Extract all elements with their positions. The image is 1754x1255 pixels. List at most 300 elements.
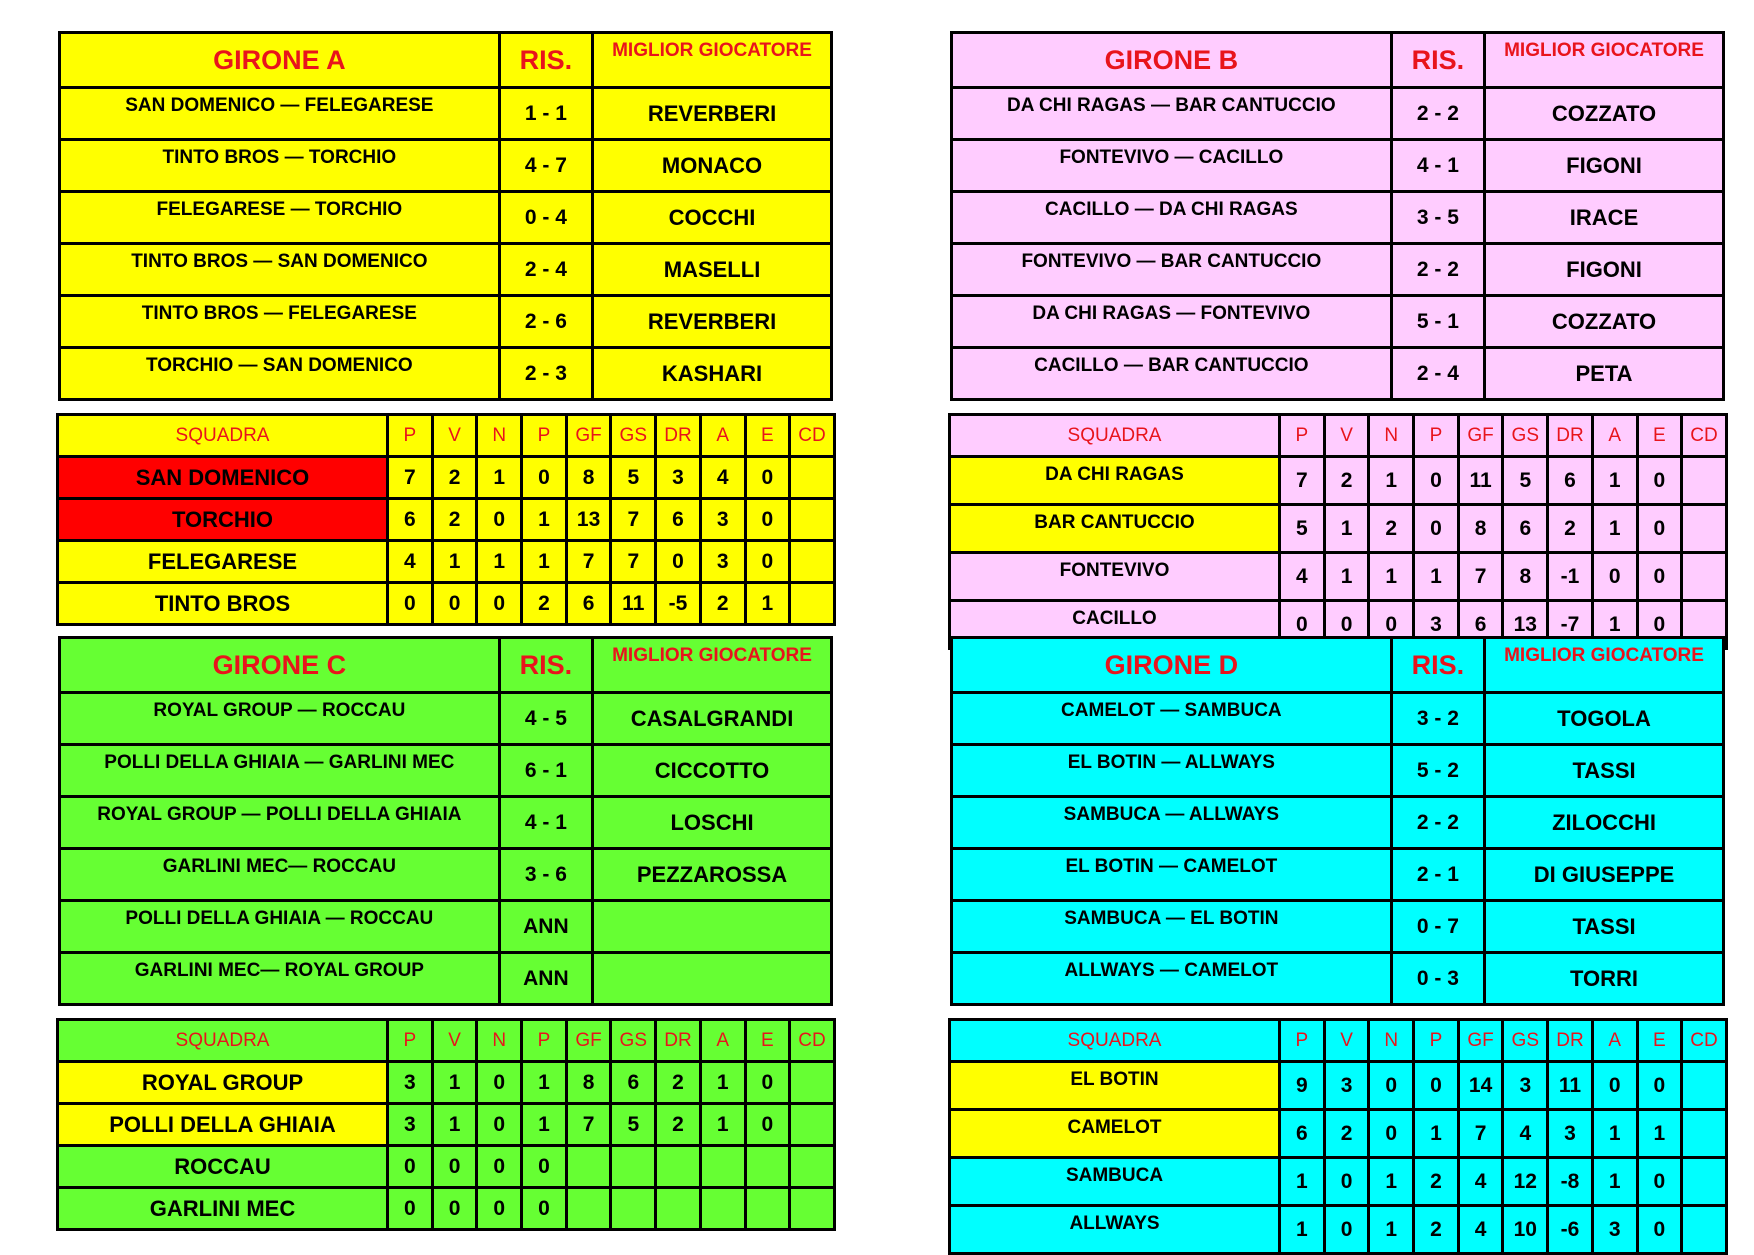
standings-header: CD (790, 1020, 835, 1062)
stat-cell: 0 (745, 1104, 790, 1146)
stat-cell: 1 (1592, 601, 1637, 649)
standings-header: CD (1682, 415, 1727, 457)
match-best-player: MASELLI (593, 244, 832, 296)
standings-header: P (1280, 1020, 1325, 1062)
standings-header: GS (1503, 415, 1548, 457)
standings-header: GS (611, 415, 656, 457)
team-name: FELEGARESE (58, 541, 388, 583)
stat-cell (1682, 1206, 1727, 1254)
match-row (60, 745, 832, 797)
stat-cell: 0 (522, 1146, 567, 1188)
results-header-best-player: MIGLIOR GIOCATORE (593, 638, 832, 693)
match-teams: CAMELOT — SAMBUCA (952, 693, 1392, 745)
team-name: CAMELOT (950, 1110, 1280, 1158)
stat-cell: 13 (1503, 601, 1548, 649)
stat-cell: 5 (611, 1104, 656, 1146)
match-best-player: PEZZAROSSA (593, 849, 832, 901)
stat-cell (745, 1146, 790, 1188)
stat-cell: 2 (1414, 1158, 1459, 1206)
standings-header: P (522, 415, 567, 457)
stat-cell: 0 (477, 1188, 522, 1230)
standings-row (950, 1062, 1727, 1110)
standings-header: N (1369, 415, 1414, 457)
stat-cell: 1 (1592, 1158, 1637, 1206)
team-name: TINTO BROS (58, 583, 388, 625)
stat-cell: 0 (1369, 1110, 1414, 1158)
results-header-score: RIS. (1391, 638, 1484, 693)
stat-cell: 1 (432, 1062, 477, 1104)
match-score: 2 - 3 (499, 348, 592, 400)
stat-cell (790, 1104, 835, 1146)
stat-cell: 0 (1324, 1206, 1369, 1254)
match-row (952, 296, 1724, 348)
match-score: ANN (499, 901, 592, 953)
stat-cell: 0 (388, 583, 433, 625)
stat-cell: 1 (1280, 1158, 1325, 1206)
stat-cell: 0 (1592, 553, 1637, 601)
team-name: EL BOTIN (950, 1062, 1280, 1110)
stat-cell: 0 (1637, 1206, 1682, 1254)
standings-header: P (1414, 415, 1459, 457)
standings-header: A (1592, 1020, 1637, 1062)
match-row (60, 693, 832, 745)
results-header-score: RIS. (499, 33, 592, 88)
stat-cell: 1 (522, 1104, 567, 1146)
match-best-player: ZILOCCHI (1485, 797, 1724, 849)
stat-cell: 2 (1414, 1206, 1459, 1254)
stat-cell: 5 (1280, 505, 1325, 553)
match-score: 1 - 1 (499, 88, 592, 140)
stat-cell (656, 1188, 701, 1230)
standings-header: GF (1458, 415, 1503, 457)
match-teams: SAMBUCA — EL BOTIN (952, 901, 1392, 953)
standings-row (58, 457, 835, 499)
standings-row (58, 1188, 835, 1230)
group-a (58, 31, 836, 626)
stat-cell (790, 1062, 835, 1104)
match-score: 2 - 2 (1391, 244, 1484, 296)
stat-cell: 0 (388, 1188, 433, 1230)
match-teams: DA CHI RAGAS — FONTEVIVO (952, 296, 1392, 348)
stat-cell: 4 (1458, 1158, 1503, 1206)
match-teams: CACILLO — BAR CANTUCCIO (952, 348, 1392, 400)
stat-cell: 0 (388, 1146, 433, 1188)
standings-header: E (1637, 1020, 1682, 1062)
standings-table (56, 413, 836, 626)
stat-cell: 0 (656, 541, 701, 583)
stat-cell (566, 1146, 611, 1188)
team-name: ROCCAU (58, 1146, 388, 1188)
standings-header: V (432, 1020, 477, 1062)
stat-cell: 1 (1592, 1110, 1637, 1158)
stat-cell: 0 (432, 1188, 477, 1230)
standings-header: GF (566, 1020, 611, 1062)
standings-row (950, 1206, 1727, 1254)
stat-cell (790, 499, 835, 541)
stat-cell: 1 (1369, 1158, 1414, 1206)
stat-cell: 3 (656, 457, 701, 499)
match-teams: GARLINI MEC— ROCCAU (60, 849, 500, 901)
stat-cell: 1 (1369, 553, 1414, 601)
group-title: GIRONE D (952, 638, 1392, 693)
match-best-player: IRACE (1485, 192, 1724, 244)
results-table (58, 31, 833, 401)
match-row (952, 953, 1724, 1005)
team-name: GARLINI MEC (58, 1188, 388, 1230)
standings-row (58, 1104, 835, 1146)
standings-row (950, 1158, 1727, 1206)
match-score: 2 - 2 (1391, 797, 1484, 849)
match-teams: TINTO BROS — TORCHIO (60, 140, 500, 192)
match-row (60, 88, 832, 140)
stat-cell: 11 (1458, 457, 1503, 505)
results-header-score: RIS. (1391, 33, 1484, 88)
stat-cell: 6 (1503, 505, 1548, 553)
standings-header: N (1369, 1020, 1414, 1062)
standings-header: E (745, 1020, 790, 1062)
stat-cell (1682, 553, 1727, 601)
stat-cell: 0 (1637, 457, 1682, 505)
standings-header: CD (790, 415, 835, 457)
results-table (58, 636, 833, 1006)
stat-cell: 7 (611, 541, 656, 583)
stat-cell: 2 (1369, 505, 1414, 553)
stat-cell: -8 (1548, 1158, 1593, 1206)
match-score: 3 - 6 (499, 849, 592, 901)
stat-cell (1682, 1110, 1727, 1158)
standings-header: P (388, 1020, 433, 1062)
match-teams: GARLINI MEC— ROYAL GROUP (60, 953, 500, 1005)
stat-cell: 9 (1280, 1062, 1325, 1110)
team-name: CACILLO (950, 601, 1280, 649)
match-teams: EL BOTIN — CAMELOT (952, 849, 1392, 901)
match-score: 2 - 4 (499, 244, 592, 296)
match-row (952, 693, 1724, 745)
stat-cell: 0 (1369, 601, 1414, 649)
match-row (952, 901, 1724, 953)
match-row (952, 849, 1724, 901)
stat-cell: 2 (432, 499, 477, 541)
stat-cell: 1 (477, 541, 522, 583)
standings-header: DR (656, 415, 701, 457)
standings-row (58, 541, 835, 583)
match-best-player: TASSI (1485, 745, 1724, 797)
stat-cell (656, 1146, 701, 1188)
group-title: GIRONE C (60, 638, 500, 693)
match-score: 4 - 1 (499, 797, 592, 849)
stat-cell: 1 (432, 1104, 477, 1146)
match-row (60, 192, 832, 244)
standings-header: GS (1503, 1020, 1548, 1062)
match-score: 2 - 2 (1391, 88, 1484, 140)
team-name: SAN DOMENICO (58, 457, 388, 499)
stat-cell: 2 (1324, 457, 1369, 505)
match-row (60, 953, 832, 1005)
stat-cell: 3 (1414, 601, 1459, 649)
stat-cell: 1 (1414, 553, 1459, 601)
stat-cell: 1 (700, 1062, 745, 1104)
match-best-player: CASALGRANDI (593, 693, 832, 745)
stat-cell: 0 (477, 499, 522, 541)
standings-header: GF (1458, 1020, 1503, 1062)
standings-header: DR (1548, 415, 1593, 457)
stat-cell: 4 (1503, 1110, 1548, 1158)
stat-cell: 7 (1458, 1110, 1503, 1158)
stat-cell: 8 (566, 1062, 611, 1104)
match-teams: FONTEVIVO — CACILLO (952, 140, 1392, 192)
stat-cell: 3 (1592, 1206, 1637, 1254)
stat-cell: 5 (611, 457, 656, 499)
stat-cell: 6 (1458, 601, 1503, 649)
group-title: GIRONE B (952, 33, 1392, 88)
results-table (950, 31, 1725, 401)
stat-cell: 2 (432, 457, 477, 499)
match-row (952, 745, 1724, 797)
stat-cell (1682, 505, 1727, 553)
stat-cell: 6 (566, 583, 611, 625)
match-best-player: TASSI (1485, 901, 1724, 953)
match-score: 3 - 5 (1391, 192, 1484, 244)
stat-cell: 1 (522, 541, 567, 583)
group-d (950, 636, 1728, 1255)
standings-header: A (700, 1020, 745, 1062)
stat-cell: -6 (1548, 1206, 1593, 1254)
stat-cell: 8 (566, 457, 611, 499)
match-teams: TINTO BROS — FELEGARESE (60, 296, 500, 348)
standings-header: P (522, 1020, 567, 1062)
stat-cell: 1 (1369, 1206, 1414, 1254)
match-teams: FONTEVIVO — BAR CANTUCCIO (952, 244, 1392, 296)
standings-header: P (1280, 415, 1325, 457)
stat-cell: 0 (1637, 1158, 1682, 1206)
stat-cell: 11 (611, 583, 656, 625)
standings-header: P (1414, 1020, 1459, 1062)
stat-cell: 0 (1414, 505, 1459, 553)
stat-cell: 4 (1280, 553, 1325, 601)
match-score: 2 - 4 (1391, 348, 1484, 400)
match-best-player: TORRI (1485, 953, 1724, 1005)
stat-cell: 7 (1458, 553, 1503, 601)
stat-cell (745, 1188, 790, 1230)
stat-cell (700, 1146, 745, 1188)
stat-cell: 3 (388, 1104, 433, 1146)
standings-header: SQUADRA (58, 415, 388, 457)
stat-cell: 2 (1324, 1110, 1369, 1158)
match-best-player: COZZATO (1485, 296, 1724, 348)
match-score: 0 - 3 (1391, 953, 1484, 1005)
stat-cell: 3 (1324, 1062, 1369, 1110)
stat-cell: 0 (1592, 1062, 1637, 1110)
stat-cell: 0 (1637, 601, 1682, 649)
stat-cell: 1 (1592, 457, 1637, 505)
stat-cell: 1 (477, 457, 522, 499)
match-row (60, 901, 832, 953)
standings-header: V (1324, 415, 1369, 457)
match-teams: ALLWAYS — CAMELOT (952, 953, 1392, 1005)
match-best-player (593, 953, 832, 1005)
stat-cell (566, 1188, 611, 1230)
results-header-score: RIS. (499, 638, 592, 693)
stat-cell: 0 (745, 457, 790, 499)
standings-header: SQUADRA (58, 1020, 388, 1062)
match-score: 0 - 7 (1391, 901, 1484, 953)
match-score: 2 - 1 (1391, 849, 1484, 901)
stat-cell: 1 (1280, 1206, 1325, 1254)
match-score: 4 - 1 (1391, 140, 1484, 192)
match-score: 3 - 2 (1391, 693, 1484, 745)
standings-row (950, 457, 1727, 505)
match-score: 5 - 1 (1391, 296, 1484, 348)
match-best-player: TOGOLA (1485, 693, 1724, 745)
stat-cell: 6 (656, 499, 701, 541)
stat-cell: 2 (656, 1062, 701, 1104)
stat-cell: 0 (477, 1104, 522, 1146)
stat-cell: 3 (700, 499, 745, 541)
stat-cell: 1 (1324, 553, 1369, 601)
stat-cell (611, 1188, 656, 1230)
stat-cell: 11 (1548, 1062, 1593, 1110)
match-best-player (593, 901, 832, 953)
stat-cell: 8 (1458, 505, 1503, 553)
stat-cell: 7 (1280, 457, 1325, 505)
stat-cell: 7 (388, 457, 433, 499)
stat-cell (790, 1188, 835, 1230)
standings-row (58, 1146, 835, 1188)
stat-cell: 6 (388, 499, 433, 541)
stat-cell: 2 (700, 583, 745, 625)
team-name: BAR CANTUCCIO (950, 505, 1280, 553)
match-score: 4 - 5 (499, 693, 592, 745)
match-row (952, 88, 1724, 140)
stat-cell: 0 (1637, 505, 1682, 553)
match-best-player: FIGONI (1485, 244, 1724, 296)
match-score: ANN (499, 953, 592, 1005)
stat-cell: 0 (522, 1188, 567, 1230)
stat-cell: 0 (1369, 1062, 1414, 1110)
stat-cell (790, 583, 835, 625)
match-best-player: CICCOTTO (593, 745, 832, 797)
stat-cell: 4 (388, 541, 433, 583)
match-row (952, 192, 1724, 244)
standings-header: N (477, 1020, 522, 1062)
standings-header: A (1592, 415, 1637, 457)
standings-header: GS (611, 1020, 656, 1062)
stat-cell: 13 (566, 499, 611, 541)
standings-header: GF (566, 415, 611, 457)
standings-header: P (388, 415, 433, 457)
stat-cell: 8 (1503, 553, 1548, 601)
stat-cell: 1 (1637, 1110, 1682, 1158)
stat-cell: 0 (522, 457, 567, 499)
group-c (58, 636, 836, 1231)
standings-table (948, 1018, 1728, 1255)
match-best-player: PETA (1485, 348, 1724, 400)
match-row (952, 348, 1724, 400)
stat-cell: 0 (477, 1062, 522, 1104)
stat-cell: 1 (522, 499, 567, 541)
match-teams: CACILLO — DA CHI RAGAS (952, 192, 1392, 244)
stat-cell: 1 (522, 1062, 567, 1104)
match-best-player: COZZATO (1485, 88, 1724, 140)
stat-cell: 0 (432, 583, 477, 625)
match-best-player: MONACO (593, 140, 832, 192)
stat-cell: 4 (1458, 1206, 1503, 1254)
stat-cell: 0 (745, 541, 790, 583)
team-name: TORCHIO (58, 499, 388, 541)
match-teams: TORCHIO — SAN DOMENICO (60, 348, 500, 400)
stat-cell: 1 (1414, 1110, 1459, 1158)
team-name: ROYAL GROUP (58, 1062, 388, 1104)
standings-row (58, 583, 835, 625)
stat-cell: 0 (477, 1146, 522, 1188)
stat-cell: 2 (656, 1104, 701, 1146)
stat-cell: 2 (522, 583, 567, 625)
stat-cell: -5 (656, 583, 701, 625)
stat-cell: 0 (1280, 601, 1325, 649)
standings-table (56, 1018, 836, 1231)
stat-cell: 5 (1503, 457, 1548, 505)
match-score: 4 - 7 (499, 140, 592, 192)
stat-cell: 4 (700, 457, 745, 499)
stat-cell: 7 (566, 541, 611, 583)
stat-cell: 1 (745, 583, 790, 625)
match-row (60, 348, 832, 400)
standings-table (948, 413, 1728, 650)
results-header-best-player: MIGLIOR GIOCATORE (1485, 638, 1724, 693)
team-name: SAMBUCA (950, 1158, 1280, 1206)
standings-row (950, 553, 1727, 601)
standings-header: DR (656, 1020, 701, 1062)
stat-cell: -7 (1548, 601, 1593, 649)
match-score: 5 - 2 (1391, 745, 1484, 797)
standings-header: DR (1548, 1020, 1593, 1062)
standings-row (950, 1110, 1727, 1158)
standings-header: A (700, 415, 745, 457)
stat-cell: -1 (1548, 553, 1593, 601)
stat-cell: 0 (432, 1146, 477, 1188)
match-teams: POLLI DELLA GHIAIA — GARLINI MEC (60, 745, 500, 797)
standings-header: E (745, 415, 790, 457)
stat-cell: 1 (1592, 505, 1637, 553)
stat-cell: 10 (1503, 1206, 1548, 1254)
results-header-best-player: MIGLIOR GIOCATORE (593, 33, 832, 88)
match-row (60, 244, 832, 296)
match-best-player: DI GIUSEPPE (1485, 849, 1724, 901)
stat-cell: 0 (1414, 1062, 1459, 1110)
stat-cell (790, 541, 835, 583)
stat-cell: 0 (477, 583, 522, 625)
match-teams: EL BOTIN — ALLWAYS (952, 745, 1392, 797)
stat-cell: 12 (1503, 1158, 1548, 1206)
stat-cell: 0 (1637, 553, 1682, 601)
standings-header: SQUADRA (950, 415, 1280, 457)
stat-cell (1682, 1062, 1727, 1110)
stat-cell: 3 (700, 541, 745, 583)
match-best-player: LOSCHI (593, 797, 832, 849)
match-teams: FELEGARESE — TORCHIO (60, 192, 500, 244)
match-teams: POLLI DELLA GHIAIA — ROCCAU (60, 901, 500, 953)
stat-cell: 1 (1369, 457, 1414, 505)
standings-row (58, 1062, 835, 1104)
team-name: ALLWAYS (950, 1206, 1280, 1254)
match-best-player: REVERBERI (593, 296, 832, 348)
team-name: DA CHI RAGAS (950, 457, 1280, 505)
stat-cell (700, 1188, 745, 1230)
match-row (60, 296, 832, 348)
standings-header: N (477, 415, 522, 457)
results-header-best-player: MIGLIOR GIOCATORE (1485, 33, 1724, 88)
standings-header: SQUADRA (950, 1020, 1280, 1062)
